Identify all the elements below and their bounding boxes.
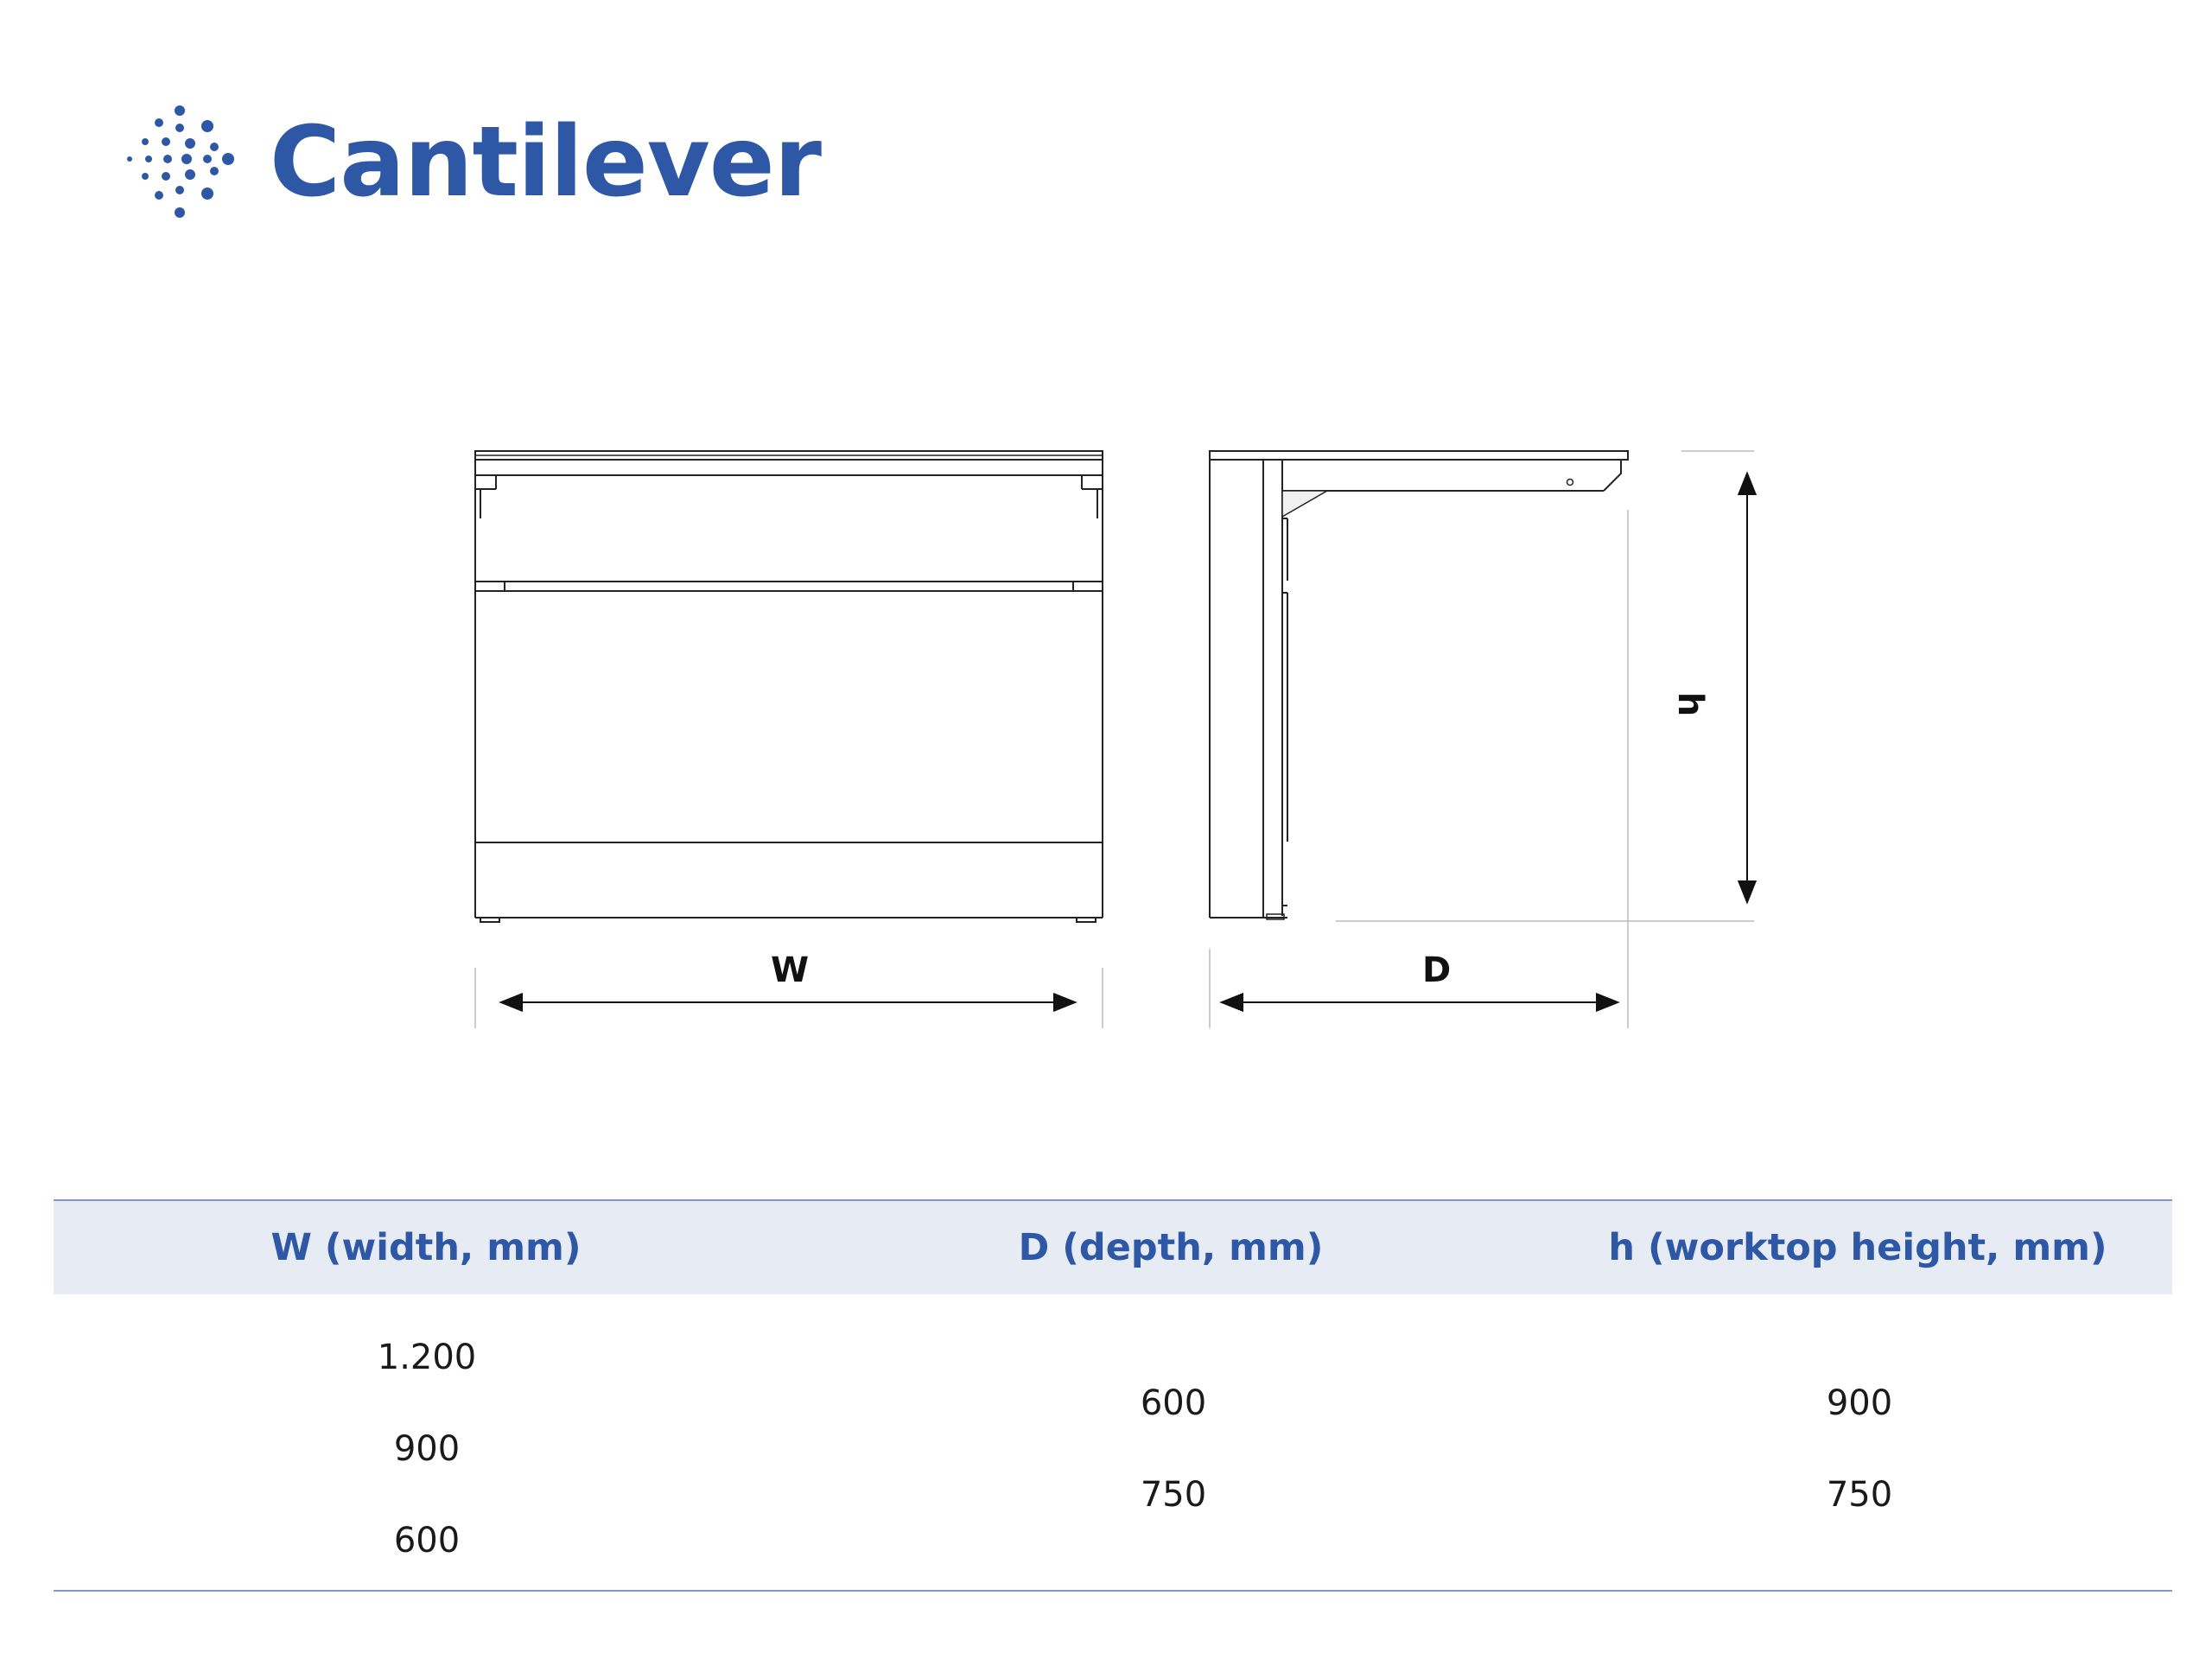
dimensions-table (54, 1199, 2172, 1592)
header-height: h (worktop height, mm) (1608, 1226, 2107, 1269)
height-value: 750 (1826, 1475, 1893, 1515)
depth-value: 750 (1140, 1475, 1207, 1515)
width-value: 600 (393, 1521, 461, 1560)
table-body (54, 1294, 2172, 1592)
brand-name: Cantilever (270, 106, 821, 219)
width-value: 1.200 (377, 1338, 477, 1377)
height-label: h (1670, 691, 1711, 717)
header-depth: D (depth, mm) (1018, 1226, 1324, 1269)
front-view (475, 451, 1103, 922)
side-view (1210, 451, 1628, 919)
width-value: 900 (393, 1429, 461, 1469)
header-width: W (width, mm) (270, 1226, 582, 1269)
width-label: W (771, 950, 810, 990)
depth-label: D (1422, 950, 1452, 990)
dimension-lines (475, 451, 1754, 1028)
depth-value: 600 (1140, 1383, 1207, 1423)
height-value: 900 (1826, 1383, 1893, 1423)
table-header (54, 1199, 2172, 1294)
